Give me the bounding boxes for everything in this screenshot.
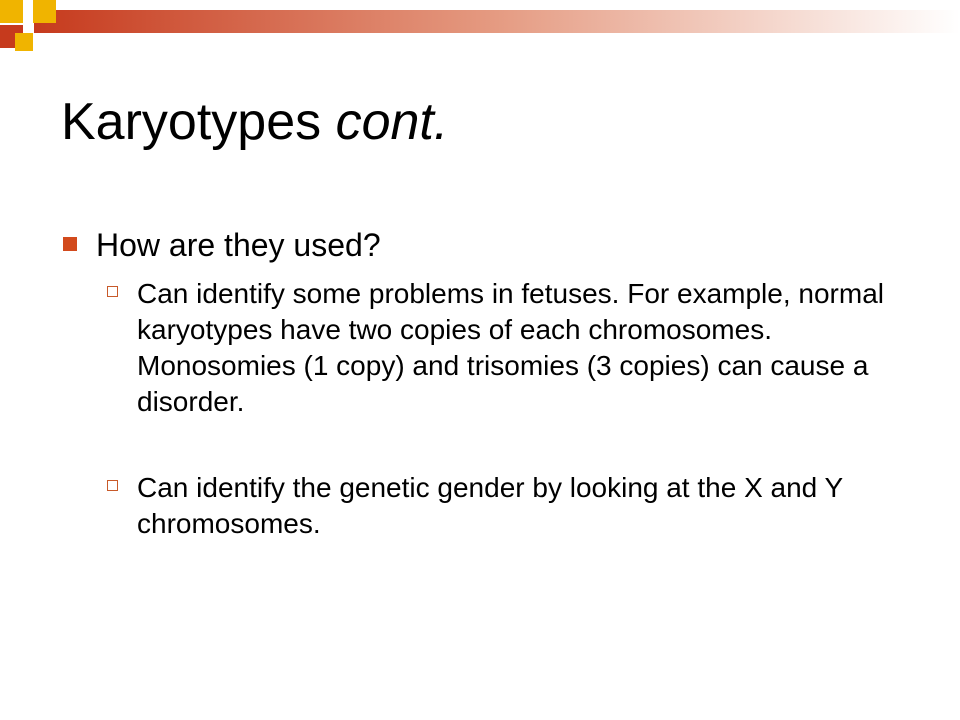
title-main-text: Karyotypes: [61, 93, 336, 151]
header-decoration: [0, 0, 960, 60]
subbullet-item: [107, 276, 907, 420]
header-gradient-bar: [34, 10, 960, 33]
hollow-square-bullet-icon: [107, 286, 118, 297]
subbullet-text: Can identify the genetic gender by looking at the X and Y chromosomes.: [137, 472, 843, 539]
decor-square-gold: [33, 0, 56, 23]
slide-title: [61, 90, 448, 154]
decor-square-gold: [15, 33, 33, 51]
square-bullet-icon: [63, 237, 77, 251]
bullet-text: How are they used?: [96, 227, 381, 263]
hollow-square-bullet-icon: [107, 480, 118, 491]
subbullet-item: [107, 470, 907, 542]
subbullet-text: Can identify some problems in fetuses. For example, normal karyotypes have two copies of each chromosomes. Monosomies (1 copy) and trisomies (3 copies) can cause a disorder.: [137, 278, 884, 417]
decor-square-gold: [0, 0, 23, 23]
title-italic-text: cont.: [335, 93, 449, 151]
